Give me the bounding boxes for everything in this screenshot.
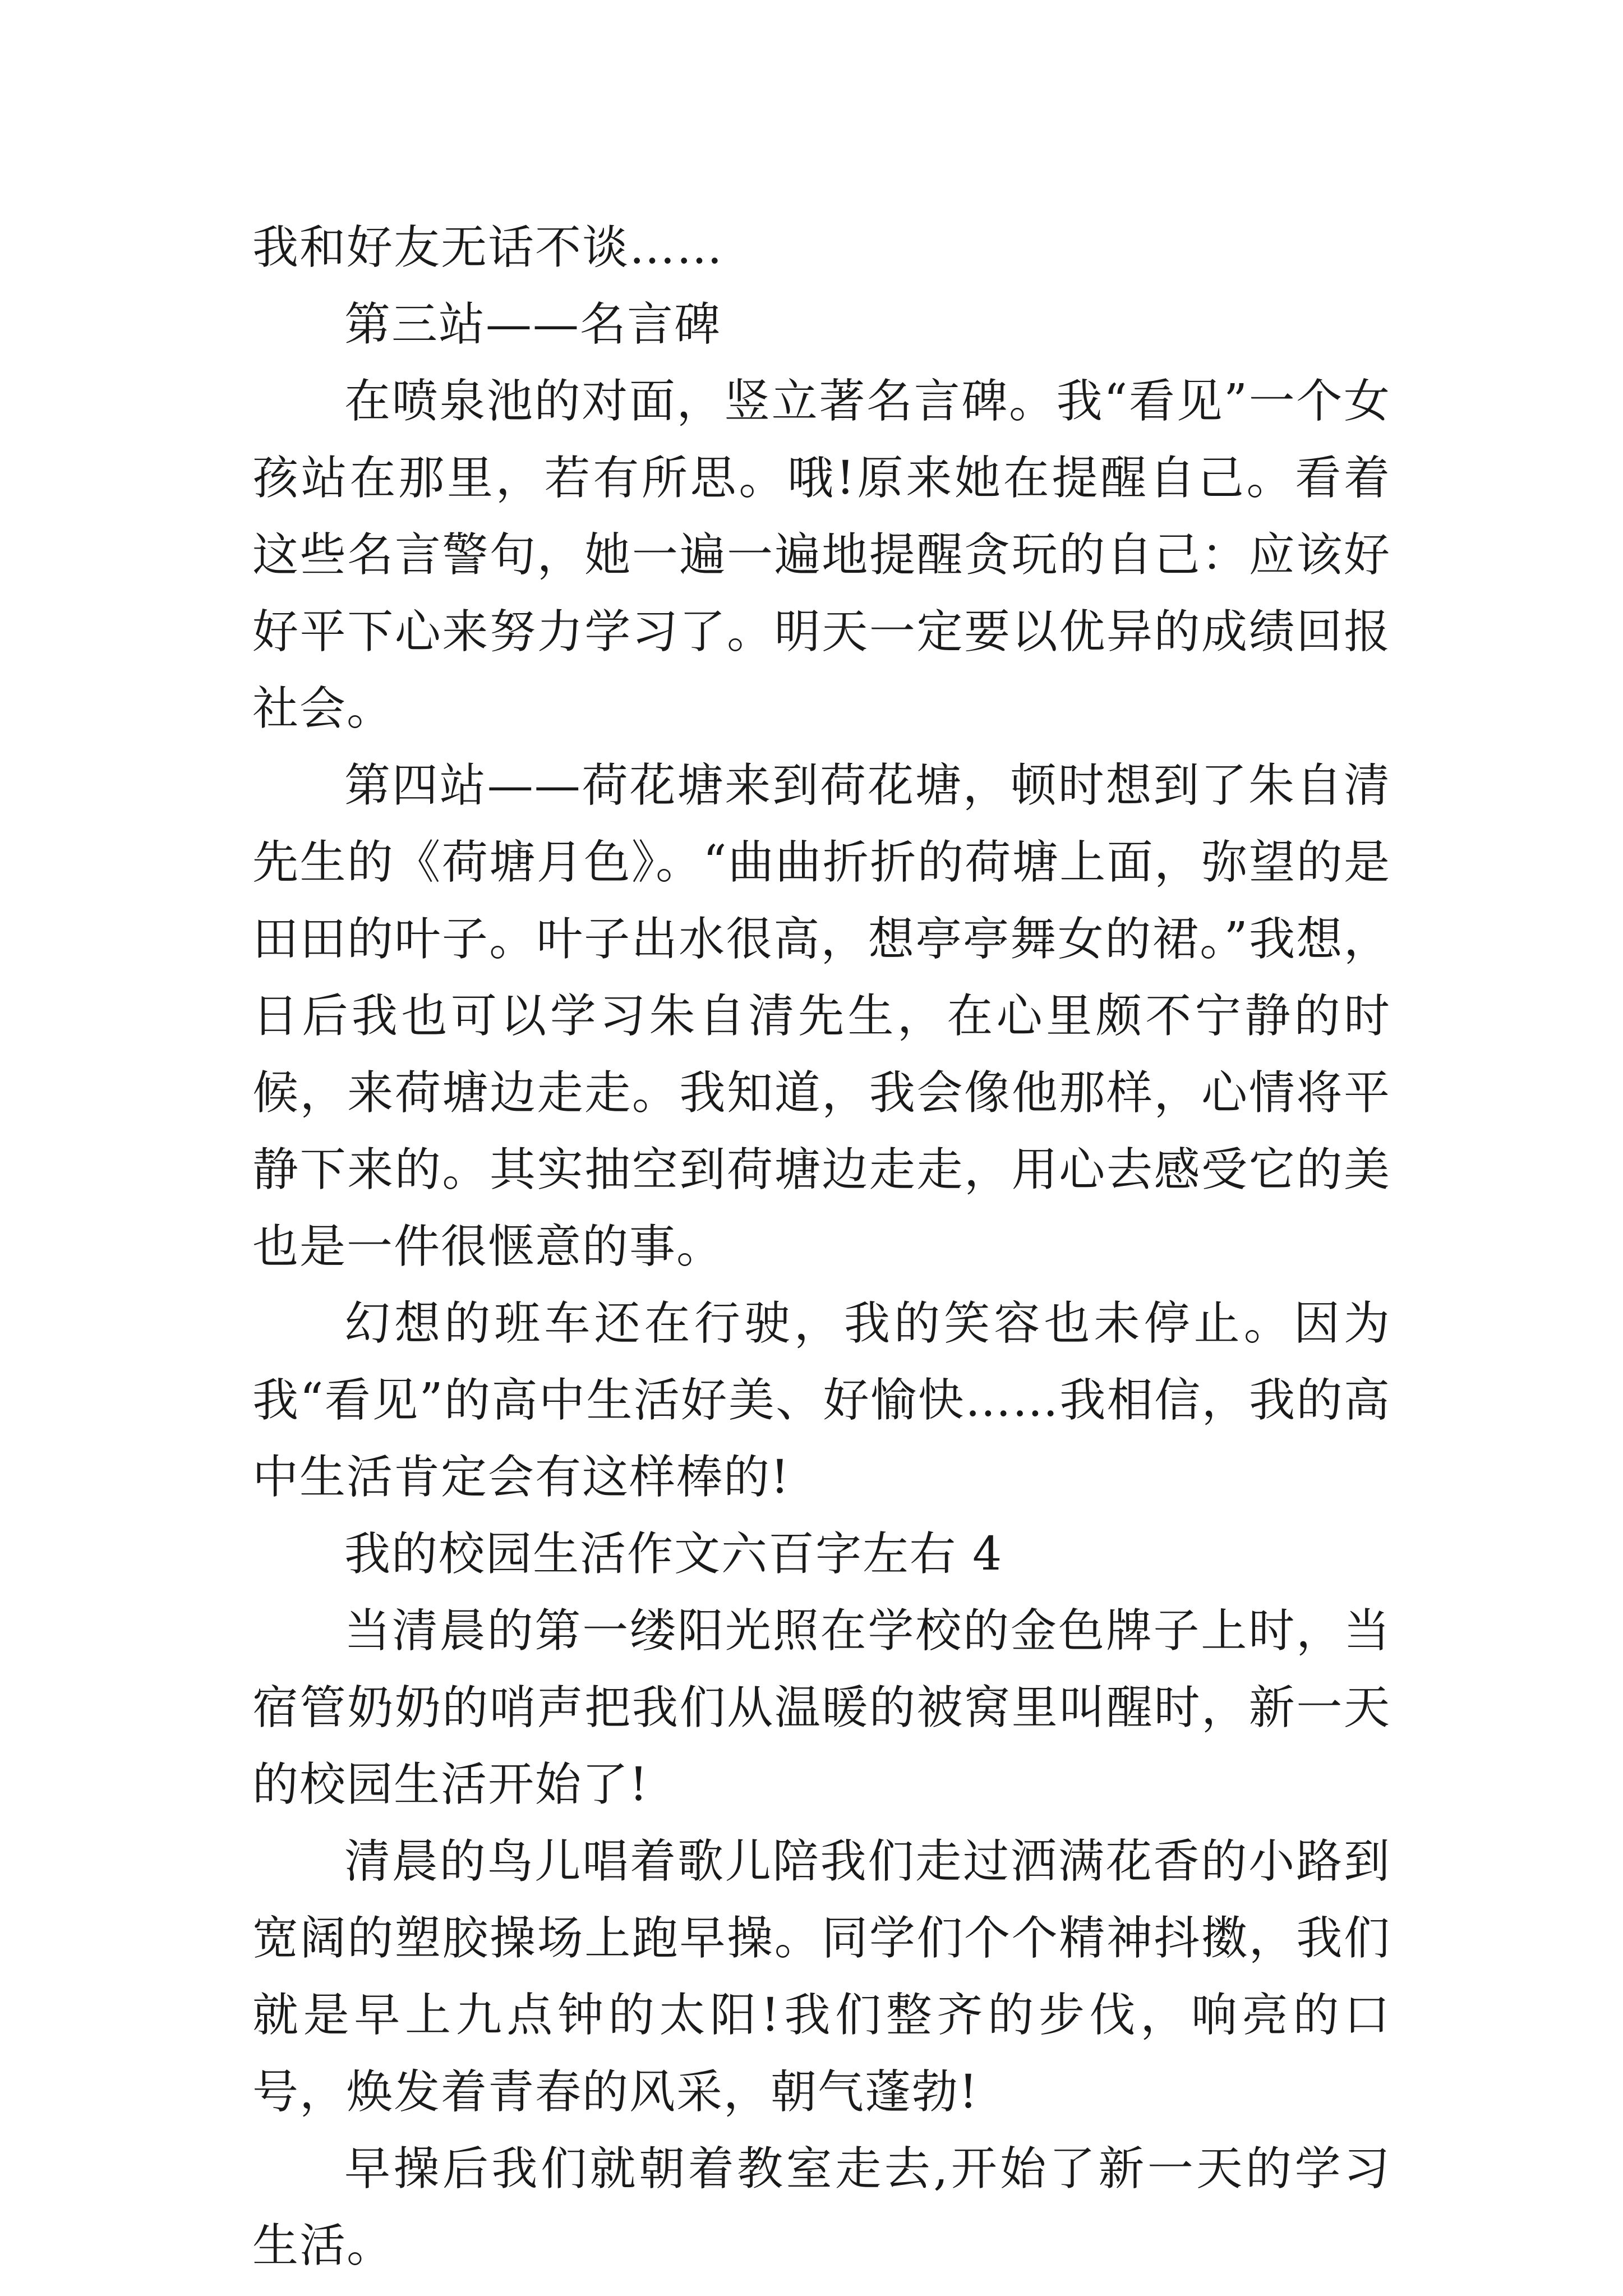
- document-body: [252, 209, 1391, 2284]
- paragraph-1: 我和好友无话不谈……: [252, 221, 724, 274]
- paragraph-7: 当清晨的第一缕阳光照在学校的金色牌子上时，当宿管奶奶的哨声把我们从温暖的被窝里叫醒时，新一天的校园生活开始了!: [252, 1604, 1391, 1811]
- essay-title-4: 我的校园生活作文六百字左右 4: [344, 1527, 1003, 1581]
- paragraph-9: 早操后我们就朝着教室走去,开始了新一天的学习生活。: [252, 2142, 1391, 2272]
- paragraph-5: 幻想的班车还在行驶，我的笑容也未停止。因为我“看见”的高中生活好美、好愉快……我相信，我的高中生活肯定会有这样棒的!: [252, 1297, 1391, 1504]
- paragraph-3: 在喷泉池的对面，竖立著名言碑。我“看见”一个女孩站在那里，若有所思。哦!原来她在提醒自己。看着这些名言警句，她一遍一遍地提醒贪玩的自己：应该好好平下心来努力学习了。明天一定要以优异的成绩回报社会。: [252, 375, 1391, 735]
- section-heading-3: 第三站——名言碑: [344, 298, 722, 351]
- paragraph-4: 第四站——荷花塘来到荷花塘，顿时想到了朱自清先生的《荷塘月色》。“曲曲折折的荷塘上面，弥望的是田田的叶子。叶子出水很高，想亭亭舞女的裙。”我想，日后我也可以学习朱自清先生，在心里颇不宁静的时候，来荷塘边走走。我知道，我会像他那样，心情将平静下来的。其实抽空到荷塘边走走，用心去感受它的美也是一件很惬意的事。: [252, 759, 1391, 1273]
- paragraph-8: 清晨的鸟儿唱着歌儿陪我们走过洒满花香的小路到宽阔的塑胶操场上跑早操。同学们个个精神抖擞，我们就是早上九点钟的太阳!我们整齐的步伐，响亮的口号，焕发着青春的风采，朝气蓬勃!: [252, 1835, 1391, 2119]
